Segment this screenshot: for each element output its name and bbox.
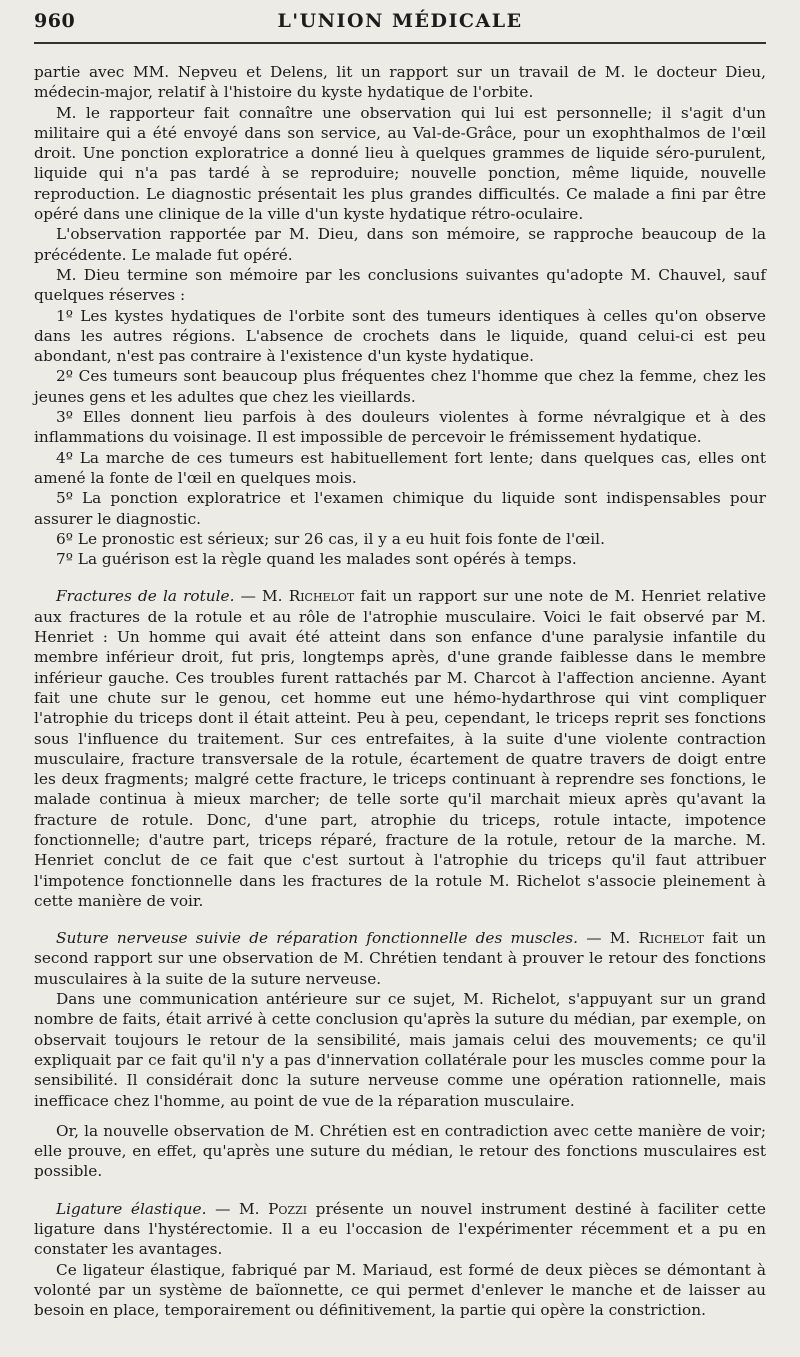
running-title: L'UNION MÉDICALE	[277, 10, 523, 32]
section-dash: — M.	[206, 1199, 269, 1218]
section-dash: — M.	[577, 929, 639, 948]
page-header	[34, 6, 766, 36]
section-suture	[34, 928, 766, 989]
section-title: Fractures de la rotule.	[56, 587, 235, 606]
paragraph: M. le rapporteur fait connaître une observation qui lui est personnelle; il s'agit d'un militaire qui a été envoyé dans son service, au Val-de-Grâce, pour un exophthalmos de l'œil droit. Une ponction exploratrice a donné lieu à quelques grammes de liquide séro-purulent, liquide qui n'a pas tardé à se reproduire; nouvelle ponction, même liquide, nouvelle reproduction. Le diagnostic présentait les plus grandes difficultés. Ce malade a fini par être opéré dans une clinique de la ville d'un kyste hydatique rétro-oculaire.	[34, 103, 766, 224]
conclusion-item: 7º La guérison est la règle quand les malades sont opérés à temps.	[56, 550, 577, 569]
conclusion-item: 3º Elles donnent lieu parfois à des douleurs violentes à forme névralgique et à des inflammations du voisinage. Il est impossible de percevoir le frémissement hydatique.	[34, 408, 766, 447]
section-text: fait un rapport sur une note de M. Henriet relative aux fractures de la rotule et au rôle de l'atrophie musculaire. Voici le fait observé par M. Henriet : Un homme qui avait été atteint dans son enfance d'une paralysie infantile du membre inférieur droit, fut pris, longtemps après, d'une grande faiblesse dans le membre inférieur gauche. Ces troubles furent rattachés par M. Charcot à l'affection ancienne. Ayant fait une chute sur le genou, cet homme eut une hémo-hydarthrose qui vint compliquer l'atrophie du triceps dont il était atteint. Peu à peu, cependant, le triceps reprit ses fonctions sous l'influence du traitement. Sur ces entrefaites, à la suite d'une violente contraction musculaire, fracture transversale de la rotule, écartement de quatre travers de doigt entre les deux fragments; malgré cette fracture, le triceps continuant à reprendre ses fonctions, le malade continua à mieux marcher; de telle sorte qu'il marchait mieux après qu'avant la fracture de rotule. Donc, d'une part, atrophie du triceps, rotule intacte, impotence fonctionnelle; d'autre part, triceps réparé, fracture de la rotule, retour de la marche. M. Henriet conclut de ce fait que c'est surtout à l'atrophie du triceps qu'il faut attribuer l'impotence fonctionnelle dans les fractures de la rotule M. Richelot s'associe pleinement à cette manière de voir.	[34, 587, 767, 910]
article-body	[34, 62, 766, 1321]
section-text: présente un nouvel instrument destiné à faciliter cette ligature dans l'hystérectomie. Il a eu l'occasion de l'expérimenter récemment et a pu en constater les avantages.	[34, 1199, 766, 1259]
header-rule	[34, 42, 766, 44]
conclusion-item: 6º Le pronostic est sérieux; sur 26 cas, il y a eu huit fois fonte de l'œil.	[56, 529, 605, 548]
paragraph: Ce ligateur élastique, fabriqué par M. Mariaud, est formé de deux pièces se démontant à volonté par un système de baïonnette, ce qui permet d'enlever le manche et de laisser au besoin en place, temporairement ou définitivement, la partie qui opère la constriction.	[34, 1260, 766, 1320]
section-title: Ligature élastique.	[56, 1199, 207, 1218]
author-name: Pozzi	[268, 1199, 308, 1218]
conclusion-item: 1º Les kystes hydatiques de l'orbite sont des tumeurs identiques à celles qu'on observe dans les autres régions. L'absence de crochets dans le liquide, quand celui-ci est peu abondant, n'est pas contraire à l'existence d'un kyste hydatique.	[34, 306, 766, 366]
section-text: fait un second rapport sur une observation de M. Chrétien tendant à prouver le retour des fonctions musculaires à la suite de la suture nerveuse.	[34, 929, 766, 988]
conclusion-item: 5º La ponction exploratrice et l'examen chimique du liquide sont indispensables pour assurer le diagnostic.	[34, 489, 766, 528]
section-dash: — M.	[234, 587, 289, 606]
conclusion-item: 4º La marche de ces tumeurs est habituellement fort lente; dans quelques cas, elles ont amené la fonte de l'œil en quelques mois.	[34, 448, 766, 487]
author-name: Richelot	[288, 587, 355, 606]
section-fractures	[34, 586, 766, 911]
author-name: Richelot	[638, 929, 705, 948]
paragraph: Or, la nouvelle observation de M. Chrétien est en contradiction avec cette manière de voir; elle prouve, en effet, qu'après une suture du médian, le retour des fonctions musculaires est possible.	[34, 1121, 766, 1181]
paragraph: partie avec MM. Nepveu et Delens, lit un rapport sur un travail de M. le docteur Dieu, médecin-major, relatif à l'histoire du kyste hydatique de l'orbite.	[34, 63, 766, 102]
section-ligature	[34, 1199, 766, 1260]
conclusion-item: 2º Ces tumeurs sont beaucoup plus fréquentes chez l'homme que chez la femme, chez les jeunes gens et les adultes que chez les vieillards.	[34, 367, 766, 406]
paragraph: L'observation rapportée par M. Dieu, dans son mémoire, se rapproche beaucoup de la précédente. Le malade fut opéré.	[34, 225, 766, 264]
paragraph: M. Dieu termine son mémoire par les conclusions suivantes qu'adopte M. Chauvel, sauf quelques réserves :	[34, 265, 766, 305]
paragraph: Dans une communication antérieure sur ce sujet, M. Richelot, s'appuyant sur un grand nombre de faits, était arrivé à cette conclusion qu'après la suture du médian, par exemple, on observait toujours le retour de la sensibilité, mais jamais celui des mouvements; ce qu'il expliquait par ce fait qu'il n'y a pas d'innervation collatérale pour les muscles comme pour la sensibilité. Il considérait donc la suture nerveuse comme une opération rationnelle, mais inefficace chez l'homme, au point de vue de la réparation musculaire.	[34, 990, 766, 1110]
section-title: Suture nerveuse suivie de réparation fonctionnelle des muscles.	[56, 929, 578, 948]
page-number: 960	[34, 10, 76, 32]
